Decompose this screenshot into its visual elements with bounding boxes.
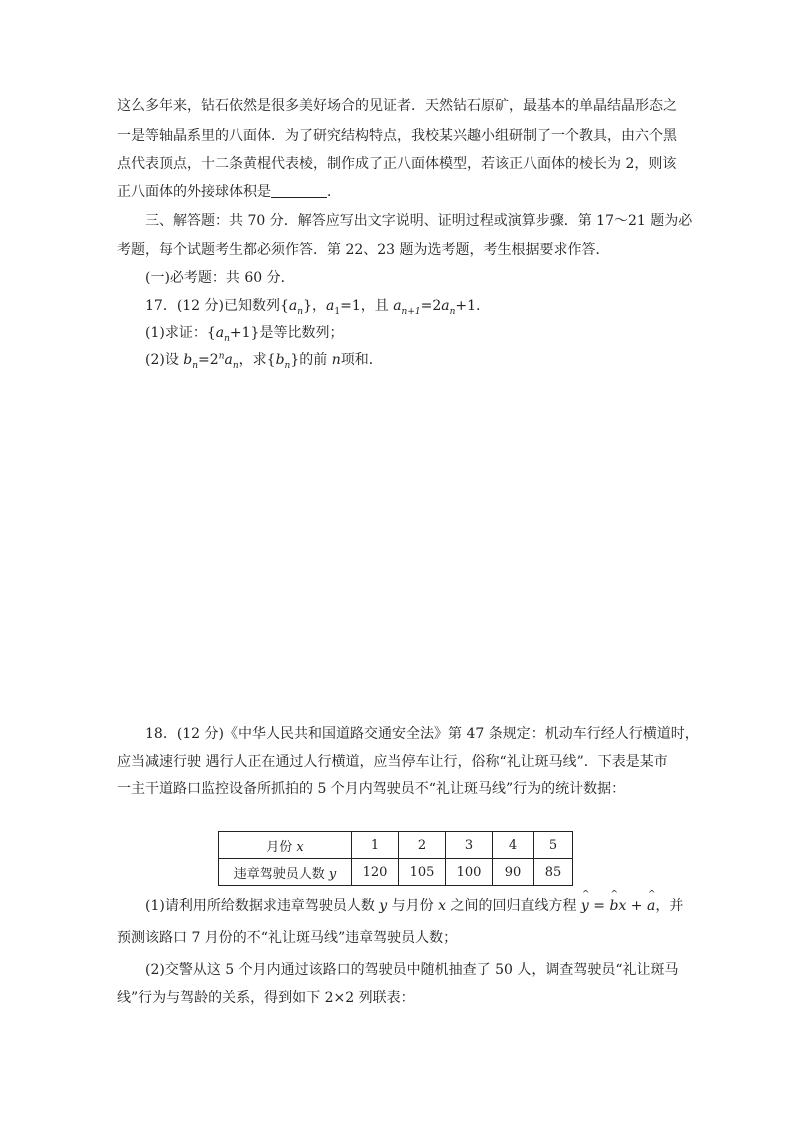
sym-a: a [326,298,335,314]
sym-b-hat: ^ b [609,896,618,916]
intro-line-4 [117,182,341,202]
table-cell: 100 [446,859,493,886]
intro-line-2: 一是等轴晶系里的八面体．为了研究结构特点，我校某兴趣小组研制了一个教具，由六个黑 [117,128,677,144]
sym-a: a [224,352,233,368]
header-text: 月份 [266,839,297,855]
table-row-month [219,832,573,859]
q18-text: = [588,898,610,914]
sym-a: a [215,325,225,341]
sym-a: a [288,298,298,314]
sub-1: 1 [334,306,341,317]
intro-line-4-text: 正八面体的外接球体积是 [117,184,271,200]
table-header-count [219,859,352,886]
q18-text: ，并 [655,898,684,914]
sub-n1: n+1 [401,306,421,317]
q18-text: (1)请利用所给数据求违章驾驶员人数 [145,898,380,914]
sym-a: a [441,298,450,314]
q18-line-1: 18．(12 分)《中华人民共和国道路交通安全法》第 47 条规定：机动车行经人行横道时， [145,726,699,742]
table-row-count [219,859,573,886]
sym-a-hat: ^ a [647,896,655,916]
table-cell: 5 [534,832,573,859]
q18-text: 之间的回归直线方程 [446,898,581,914]
sub-n: n [284,360,291,371]
sub-n: n [449,306,456,317]
q18-text: 与月份 [387,898,439,914]
intro-line-4-end: ． [327,184,341,200]
table-header-month [219,832,352,859]
sub-n: n [232,360,239,371]
answer-blank [271,183,327,198]
q17-stem [145,296,481,316]
q18-line-3: 一主干道路口监控设备所抓拍的 5 个月内驾驶员不“礼让斑马线”行为的统计数据： [117,781,626,797]
q18-part-1-line-2: 预测该路口 7 月份的不“礼让斑马线”违章驾驶员人数； [117,930,458,946]
required-heading: (一)必考题：共 60 分． [145,270,295,286]
q17-text: 项和． [340,352,383,368]
intro-line-1: 这么多年来，钻石依然是很多美好场合的见证者．天然钻石原矿，最基本的单晶结晶形态之 [117,98,677,114]
q18-part-2-line-2: 线”行为与驾龄的关系，得到如下 2×2 列联表： [117,990,415,1006]
q18-part-1 [145,896,683,916]
table-cell: 105 [399,859,446,886]
table-cell: 2 [399,832,446,859]
sub-n: n [192,360,199,371]
q17-text: =2 [198,352,219,368]
sym-b: b [183,352,193,368]
q17-text: 17．(12 分)已知数列{ [145,298,289,314]
sub-n: n [224,333,230,344]
intro-line-3: 点代表顶点，十二条黄棍代表棱，制作成了正八面体模型，若该正八面体的棱长为 2，则该 [117,156,677,172]
sym-y: y [379,898,388,914]
q17-text: }， [303,298,326,314]
q17-text: ，求{ [238,352,276,368]
q17-text: +1. [455,298,481,314]
sub-n: n [297,306,304,317]
sym-b: b [275,352,285,368]
table-cell: 4 [493,832,534,859]
q18-line-2: 应当减速行驶 遇行人正在通过人行横道，应当停车让行，俗称“礼让斑马线”．下表是某市 [117,754,668,770]
section3-heading: 三、解答题：共 70 分．解答应写出文字说明、证明过程或演算步骤．第 17～21 题为必 [145,213,693,229]
q17-text: (2)设 [145,352,184,368]
sym-x: x [618,898,627,914]
var-y: y [328,866,337,882]
q17-text: }的前 [290,352,332,368]
sym-a: a [393,298,402,314]
table-cell: 1 [352,832,399,859]
header-text: 违章驾驶员人数 [233,866,329,882]
sym-y-hat: ^ y [581,896,589,916]
sym-x: x [438,898,447,914]
q17-part-1 [145,323,343,343]
sup-n: n [218,351,225,362]
q17-text: =2 [420,298,442,314]
sym-n: n [331,352,341,368]
q17-part-2 [145,350,383,370]
q18-part-2-line-1: (2)交警从这 5 个月内通过该路口的驾驶员中随机抽查了 50 人，调查驾驶员“礼让斑马 [145,962,679,978]
table-cell: 85 [534,859,573,886]
q17-text: =1，且 [340,298,394,314]
var-x: x [296,839,304,855]
q17-text: (1)求证：{ [145,325,216,341]
q18-text: + [626,898,647,914]
table-cell: 3 [446,832,493,859]
statistics-table [218,831,573,886]
table-cell: 120 [352,859,399,886]
table-cell: 90 [493,859,534,886]
section3-line-2: 考题，每个试题考生都必须作答．第 22、23 题为选考题，考生根据要求作答． [117,242,610,258]
q17-text: +1}是等比数列； [229,325,344,341]
